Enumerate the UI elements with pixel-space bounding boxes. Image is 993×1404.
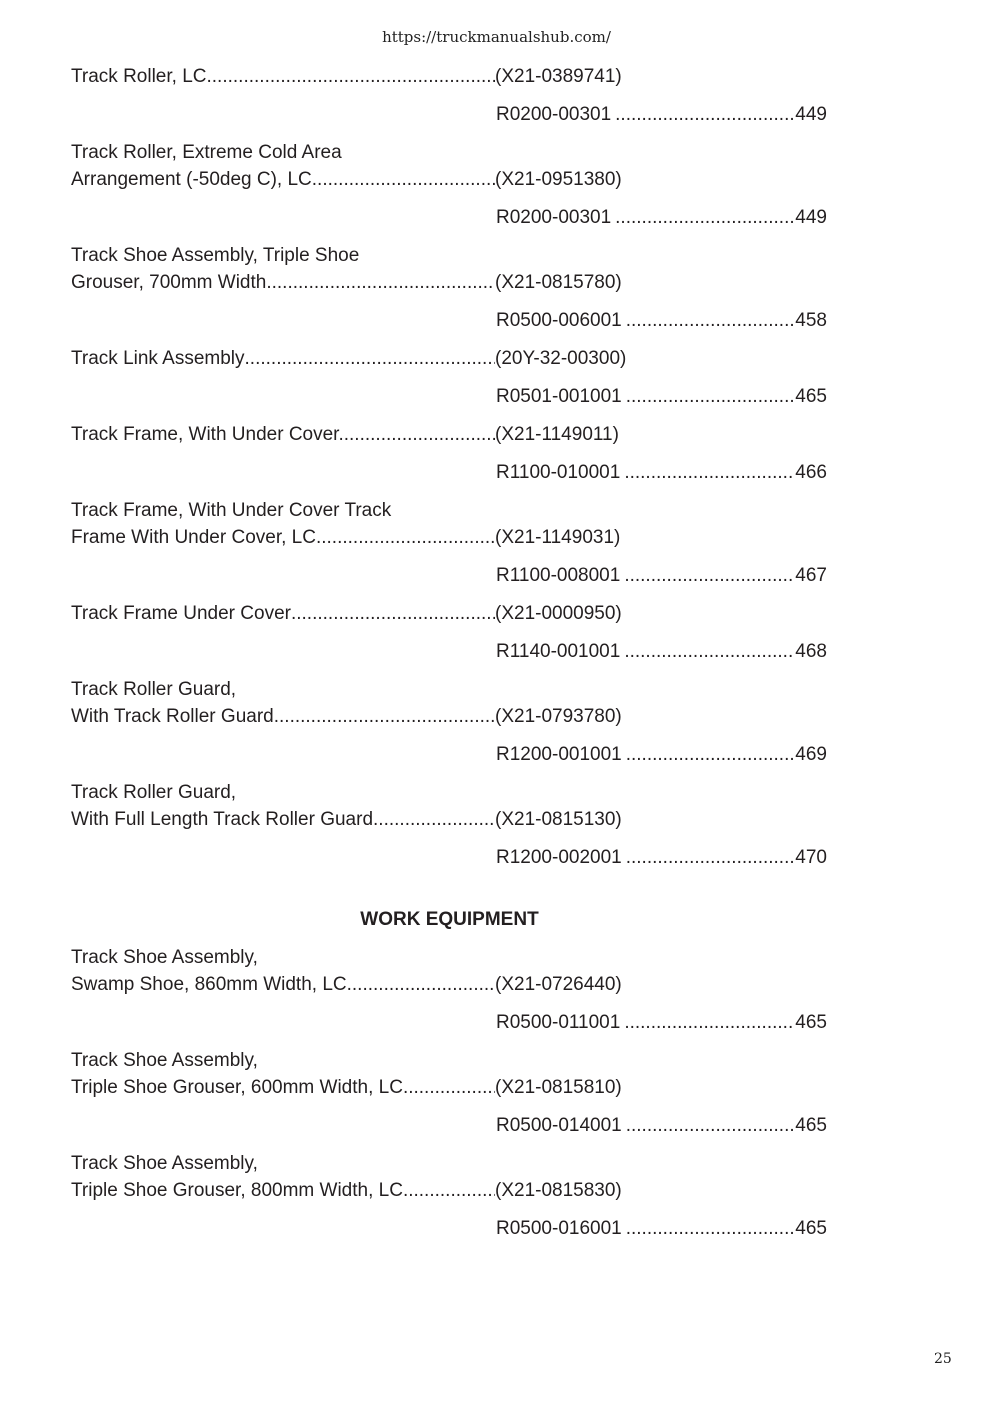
entry-code-row [71, 1074, 831, 1101]
entry-code-row [71, 63, 831, 90]
entry-spacer [71, 231, 831, 242]
entry-reference-row[interactable] [496, 1009, 827, 1036]
dot-leader [626, 1112, 796, 1139]
dot-leader [615, 204, 795, 231]
part-code: (X21-0815810) [495, 1077, 622, 1098]
reference-number: R0200-00301 [496, 104, 612, 125]
index-entry [71, 1036, 831, 1139]
index-entry [71, 128, 831, 231]
entry-description-cell [71, 806, 495, 833]
index-entry [71, 665, 831, 768]
entry-description-line: With Full Length Track Roller Guard [71, 809, 374, 830]
page-reference: 465 [795, 1218, 827, 1239]
dot-leader [266, 269, 495, 296]
page-reference: 449 [795, 207, 827, 228]
dot-leader [312, 166, 495, 193]
dot-leader [624, 638, 795, 665]
reference-number: R0500-016001 [496, 1218, 622, 1239]
reference-number: R0500-006001 [496, 310, 622, 331]
entry-spacer [71, 1139, 831, 1150]
index-entry [71, 1139, 831, 1242]
page-number: 25 [934, 1351, 952, 1367]
dot-leader [624, 459, 795, 486]
reference-number: R1100-010001 [496, 462, 621, 483]
entry-description-line: Track Roller Guard, [71, 782, 237, 803]
entry-reference-row[interactable] [496, 383, 827, 410]
entry-spacer [71, 1036, 831, 1047]
dot-leader [624, 1009, 795, 1036]
entry-description-line: Track Frame Under Cover [71, 603, 291, 624]
part-code: (X21-0793780) [495, 706, 622, 727]
entry-spacer [71, 589, 831, 600]
index-entry [71, 486, 831, 589]
dot-leader [403, 1177, 495, 1204]
page-reference: 470 [795, 847, 827, 868]
reference-number: R0500-011001 [496, 1012, 621, 1033]
entry-spacer [71, 768, 831, 779]
reference-number: R1200-002001 [496, 847, 622, 868]
dot-leader [245, 345, 495, 372]
entry-description-cell [71, 269, 495, 296]
entry-description-line: Track Link Assembly [71, 348, 245, 369]
page-reference: 468 [795, 641, 827, 662]
dot-leader [626, 1215, 796, 1242]
entry-description-line: Track Shoe Assembly, Triple Shoe [71, 245, 360, 266]
parts-index [71, 63, 831, 1242]
index-entry [71, 410, 831, 486]
part-code: (X21-0815780) [495, 272, 622, 293]
entry-code-row [71, 269, 831, 296]
part-code: (X21-0815830) [495, 1180, 622, 1201]
dot-leader [624, 562, 795, 589]
entry-description-line: With Track Roller Guard [71, 706, 274, 727]
entry-description-line: Track Frame, With Under Cover Track [71, 500, 392, 521]
entry-description-line: Track Shoe Assembly, [71, 947, 258, 968]
page-reference: 465 [795, 1012, 827, 1033]
entry-reference-row[interactable] [496, 638, 827, 665]
reference-number: R0200-00301 [496, 207, 612, 228]
bottom-entry-list [71, 944, 831, 1242]
entry-description-cell [71, 524, 495, 551]
dot-leader [207, 63, 496, 90]
entry-code-row [71, 600, 831, 627]
entry-code-row [71, 345, 831, 372]
entry-description-cell [71, 703, 495, 730]
page-reference: 466 [795, 462, 827, 483]
entry-description-line: Track Shoe Assembly, [71, 1153, 258, 1174]
reference-number: R1140-001001 [496, 641, 621, 662]
dot-leader [615, 101, 795, 128]
entry-description-line: Track Roller, LC [71, 66, 207, 87]
entry-description-line: Track Roller Guard, [71, 679, 237, 700]
reference-number: R1200-001001 [496, 744, 622, 765]
page-reference: 449 [795, 104, 827, 125]
dot-leader [344, 421, 495, 448]
entry-description-cell [71, 345, 495, 372]
part-code: (20Y-32-00300) [495, 348, 627, 369]
entry-reference-row[interactable] [496, 1112, 827, 1139]
entry-description-cell [71, 600, 495, 627]
entry-description-cell [71, 166, 495, 193]
page-reference: 458 [795, 310, 827, 331]
entry-reference-row[interactable] [496, 844, 827, 871]
dot-leader [626, 383, 796, 410]
part-code: (X21-0951380) [495, 169, 622, 190]
entry-reference-row[interactable] [496, 307, 827, 334]
entry-description-line: Frame With Under Cover, LC [71, 527, 316, 548]
entry-description-line: Arrangement (-50deg C), LC [71, 169, 312, 190]
entry-code-row [71, 166, 831, 193]
entry-spacer [71, 334, 831, 345]
entry-spacer [71, 486, 831, 497]
part-code: (X21-1149031) [495, 527, 621, 548]
entry-reference-row[interactable] [496, 741, 827, 768]
index-entry [71, 944, 831, 1036]
entry-description-line: Triple Shoe Grouser, 800mm Width, LC [71, 1180, 403, 1201]
entry-description-cell [71, 1177, 495, 1204]
index-entry [71, 589, 831, 665]
entry-code-row [71, 971, 831, 998]
section-title-work-equipment: WORK EQUIPMENT [360, 909, 539, 930]
entry-spacer [71, 410, 831, 421]
part-code: (X21-0000950) [495, 603, 622, 624]
entry-spacer [71, 665, 831, 676]
reference-number: R1100-008001 [496, 565, 621, 586]
entry-code-row [71, 524, 831, 551]
reference-number: R0500-014001 [496, 1115, 622, 1136]
entry-description-line: Track Frame, With Under Cover. [71, 424, 344, 445]
entry-reference-row[interactable] [496, 204, 827, 231]
page-reference: 469 [795, 744, 827, 765]
index-entry [71, 768, 831, 871]
entry-description-line: Triple Shoe Grouser, 600mm Width, LC [71, 1077, 403, 1098]
dot-leader [291, 600, 495, 627]
part-code: (X21-0389741) [495, 66, 622, 87]
page-reference: 465 [795, 1115, 827, 1136]
index-entry [71, 63, 831, 128]
top-entry-list [71, 63, 831, 871]
entry-code-row [71, 806, 831, 833]
part-code: (X21-1149011) [495, 424, 619, 445]
entry-code-row [71, 1177, 831, 1204]
entry-description-cell [71, 421, 495, 448]
entry-description-line: Swamp Shoe, 860mm Width, LC [71, 974, 347, 995]
dot-leader [347, 971, 495, 998]
entry-description-line: Track Shoe Assembly, [71, 1050, 258, 1071]
dot-leader [626, 844, 796, 871]
dot-leader [403, 1074, 495, 1101]
entry-description-cell [71, 1074, 495, 1101]
entry-code-row [71, 703, 831, 730]
dot-leader [373, 806, 495, 833]
entry-description-cell [71, 971, 495, 998]
part-code: (X21-0726440) [495, 974, 622, 995]
entry-description-line: Grouser, 700mm Width [71, 272, 267, 293]
page-reference: 465 [795, 386, 827, 407]
entry-description-line: Track Roller, Extreme Cold Area [71, 142, 342, 163]
entry-reference-row[interactable] [496, 562, 827, 589]
dot-leader [274, 703, 495, 730]
page-reference: 467 [795, 565, 827, 586]
entry-reference-row[interactable] [496, 1215, 827, 1242]
entry-code-row [71, 421, 831, 448]
dot-leader [626, 741, 796, 768]
dot-leader [316, 524, 495, 551]
index-entry [71, 334, 831, 410]
reference-number: R0501-001001 [496, 386, 622, 407]
entry-spacer [71, 128, 831, 139]
entry-reference-row[interactable] [496, 459, 827, 486]
index-entry [71, 231, 831, 334]
entry-reference-row[interactable] [496, 101, 827, 128]
part-code: (X21-0815130) [495, 809, 622, 830]
dot-leader [626, 307, 796, 334]
header-url[interactable]: https://truckmanualshub.com/ [382, 28, 611, 46]
entry-description-cell [71, 63, 495, 90]
